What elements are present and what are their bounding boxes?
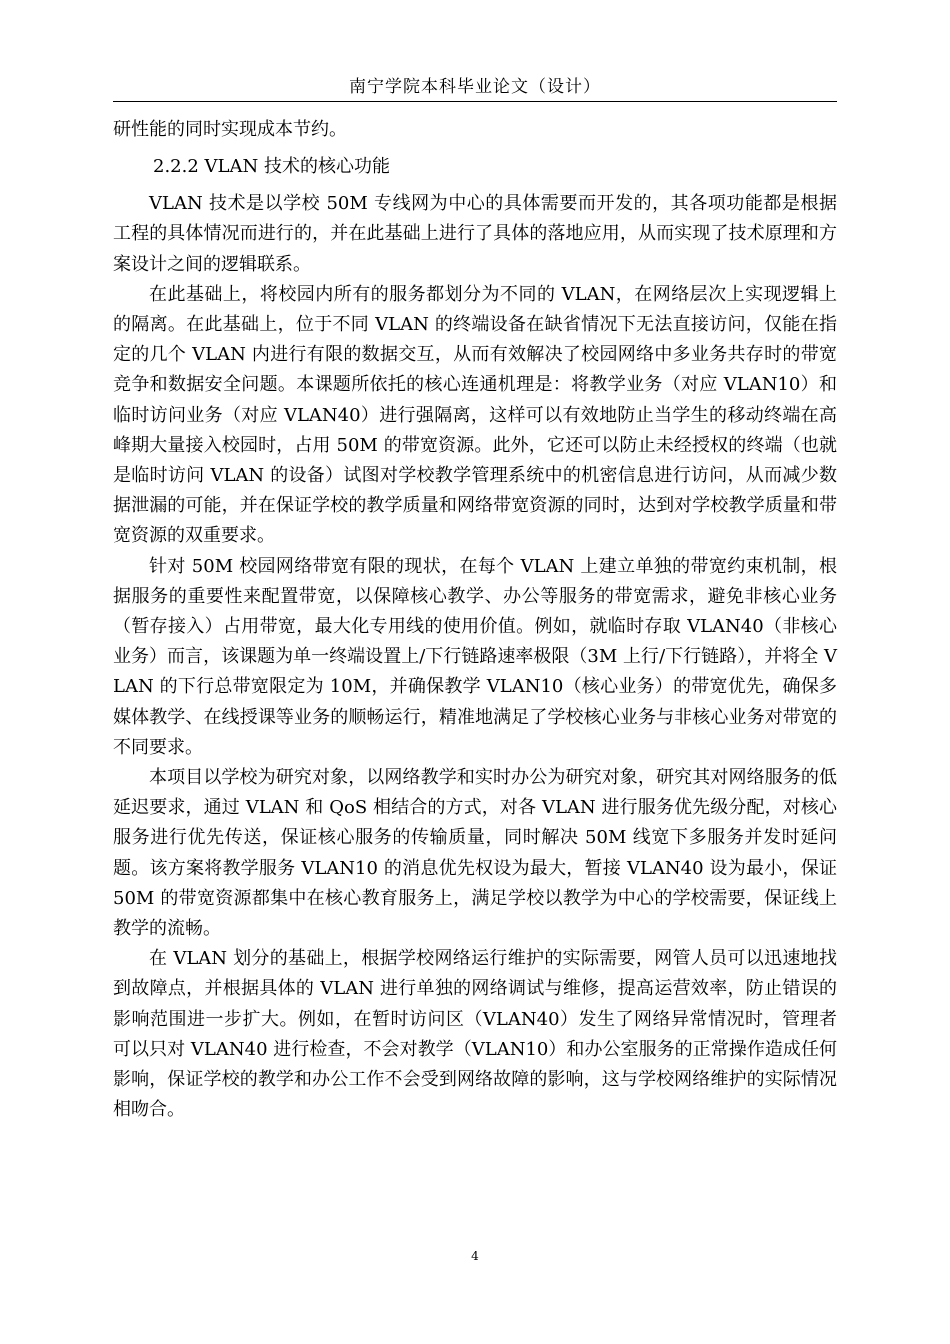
paragraph-1: VLAN 技术是以学校 50M 专线网为中心的具体需要而开发的，其各项功能都是根据工程的具体情况而进行的，并在此基础上进行了具体的落地应用，从而实现了技术原理和方案设计之间的逻辑联系。 xyxy=(113,193,837,275)
continuation-text: 研性能的同时实现成本节约。 xyxy=(113,119,347,140)
header-divider xyxy=(113,101,837,102)
paragraph-2: 在此基础上，将校园内所有的服务都划分为不同的 VLAN，在网络层次上实现逻辑上的隔离。在此基础上，位于不同 VLAN 的终端设备在缺省情况下无法直接访问，仅能在指定的几个 VLAN 内进行有限的数据交互，从而有效解决了校园网络中多业务共存时的带宽竞争和数据安全问题。本课题所依托的核心连通机理是：将教学业务（对应 VLAN10）和临时访问业务（对应 VLAN40）进行强隔离，这样可以有效地防止当学生的移动终端在高峰期大量接入校园时，占用 50M 的带宽资源。此外，它还可以防止未经授权的终端（也就是临时访问 VLAN 的设备）试图对学校教学管理系统中的机密信息进行访问，从而减少数据泄漏的可能，并在保证学校的教学质量和网络带宽资源的同时，达到对学校教学质量和带宽资源的双重要求。 xyxy=(113,283,837,547)
section-heading: 2.2.2 VLAN 技术的核心功能 xyxy=(153,156,390,178)
paragraph-4: 本项目以学校为研究对象，以网络教学和实时办公为研究对象，研究其对网络服务的低延迟要求，通过 VLAN 和 QoS 相结合的方式，对各 VLAN 进行服务优先级分配，对核心服务进行优先传送，保证核心服务的传输质量，同时解决 50M 线宽下多服务并发时延问题。该方案将教学服务 VLAN10 的消息优先权设为最大，暂接 VLAN40 设为最小，保证 50M 的带宽资源都集中在核心教育服务上，满足学校以教学为中心的学校需要，保证线上教学的流畅。 xyxy=(113,767,837,940)
page-number: 4 xyxy=(471,1249,479,1263)
paragraph-3: 针对 50M 校园网络带宽有限的现状，在每个 VLAN 上建立单独的带宽约束机制，根据服务的重要性来配置带宽，以保障核心教学、办公等服务的带宽需求，避免非核心业务（暂存接入）占用带宽，最大化专用线的使用价值。例如，就临时存取 VLAN40（非核心业务）而言，该课题为单一终端设置上/下行链路速率极限（3M 上行/下行链路），并将全 VLAN 的下行总带宽限定为 10M，并确保教学 VLAN10（核心业务）的带宽优先，确保多媒体教学、在线授课等业务的顺畅运行，精准地满足了学校核心业务与非核心业务对带宽的不同要求。 xyxy=(113,555,837,758)
page-header-title: 南宁学院本科毕业论文（设计） xyxy=(349,77,601,97)
document-body xyxy=(113,115,837,1126)
paragraph-5: 在 VLAN 划分的基础上，根据学校网络运行维护的实际需要，网管人员可以迅速地找到故障点，并根据具体的 VLAN 进行单独的网络调试与维修，提高运营效率，防止错误的影响范围进一步扩大。例如，在暂时访问区（VLAN40）发生了网络异常情况时，管理者可以只对 VLAN40 进行检查，不会对教学（VLAN10）和办公室服务的正常操作造成任何影响，保证学校的教学和办公工作不会受到网络故障的影响，这与学校网络维护的实际情况相吻合。 xyxy=(113,948,837,1121)
